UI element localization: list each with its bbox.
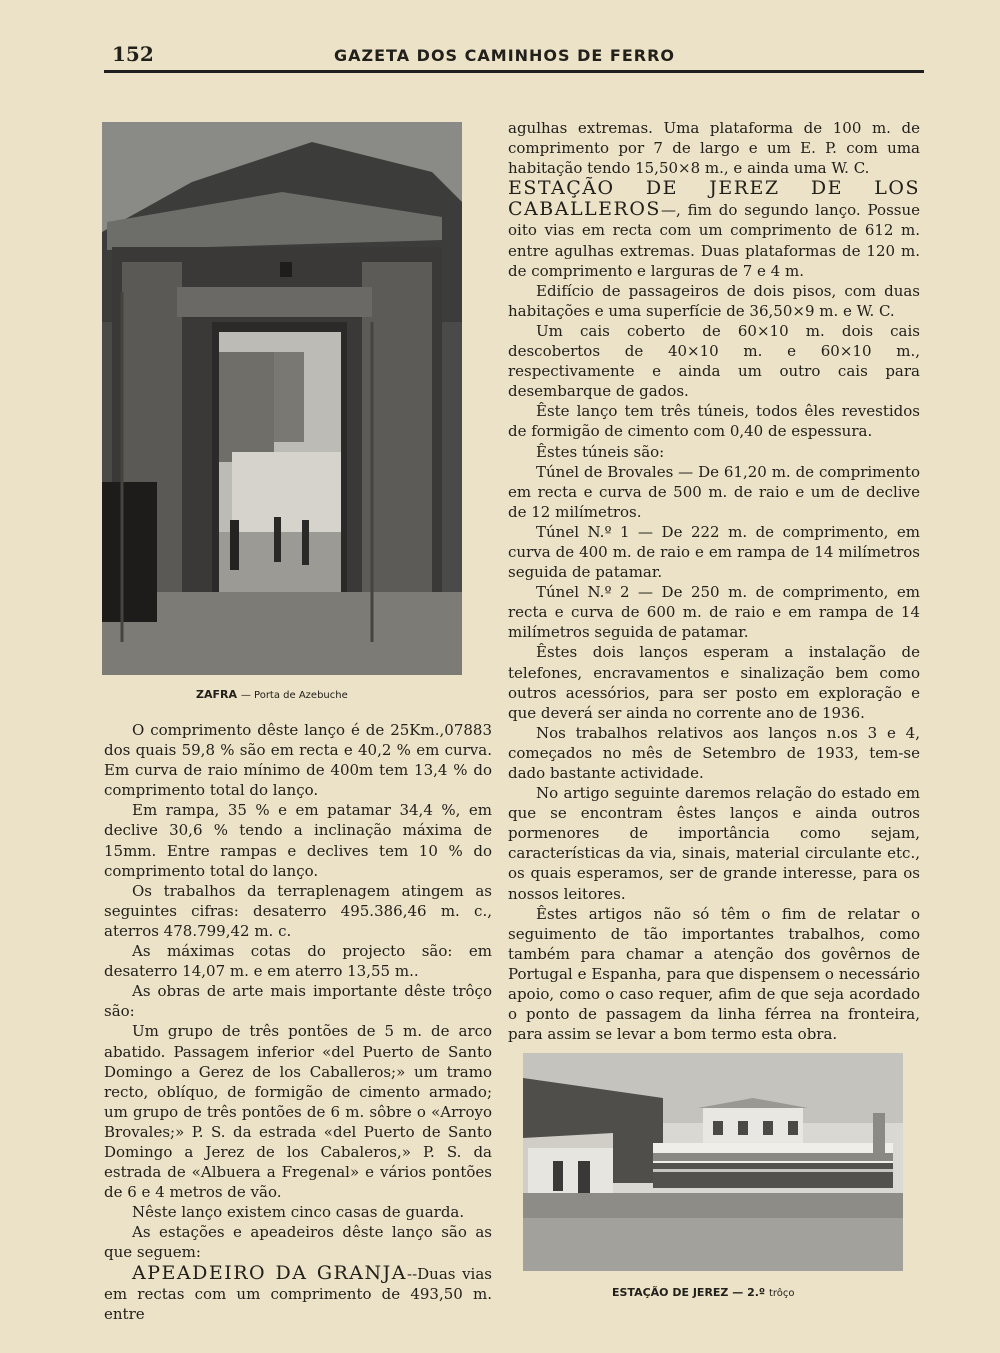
page-header bbox=[104, 38, 924, 82]
jerez-station-photo bbox=[523, 1053, 903, 1271]
right-column bbox=[508, 118, 920, 1044]
paragraph: No artigo seguinte daremos relação do estado em que se encontram êstes lanços e ainda outros pormenores de importância como sejam, características da via, sinais, material circulante etc., os quais esperamos, ser de grande interesse, para os nossos leitores. bbox=[508, 784, 920, 903]
paragraph: Êstes dois lanços esperam a instalação de telefones, encravamentos e sinalização bem como outros acessórios, para ser posto em exploração e que deverá ser ainda no corrente ano de 1936. bbox=[508, 643, 920, 722]
paragraph: As obras de arte mais importante dêste trôço são: bbox=[104, 982, 492, 1021]
caption-main: ESTAÇÃO DE JEREZ — 2.º bbox=[612, 1286, 766, 1299]
paragraph: agulhas extremas. Uma plataforma de 100 m. de comprimento por 7 de largo e um E. P. com uma habitação tendo 15,50×8 m., e ainda uma W. C. bbox=[508, 119, 920, 178]
paragraph bbox=[104, 1263, 492, 1324]
paragraph: Os trabalhos da terraplenagem atingem as seguintes cifras: desaterro 495.386,46 m. c., aterros 478.799,42 m. c. bbox=[104, 881, 492, 940]
zafra-gate-photo bbox=[102, 122, 462, 675]
paragraph: Êstes artigos não só têm o fim de relatar o seguimento de tão importantes trabalhos, como também para chamar a atenção dos govêrnos de Portugal e Espanha, para que dispensem o necessário apoio, como o caso requer, afim de que seja acordado o ponto de passagem da linha férrea na fronteira, para assim se levar a bom termo esta obra. bbox=[508, 904, 920, 1044]
paragraph: Nêste lanço existem cinco casas de guarda. bbox=[132, 1203, 465, 1222]
paragraph: Túnel N.º 2 — De 250 m. de comprimento, em recta e curva de 600 m. de raio e em rampa de 14 milímetros seguida de patamar. bbox=[508, 583, 920, 642]
zafra-photo-caption bbox=[196, 688, 348, 701]
paragraph: Um cais coberto de 60×10 m. dois cais descobertos de 40×10 m. e 60×10 m., respectivamente e ainda um outro cais para desembarque de gados. bbox=[508, 321, 920, 401]
paragraph: Em rampa, 35 % e em patamar 34,4 %, em declive 30,6 % tendo a inclinação máxima de 15mm. Entre rampas e declives tem 10 % do comprimento total do lanço. bbox=[104, 801, 492, 880]
jerez-station-illustration bbox=[523, 1053, 903, 1271]
paragraph-text: —, fim do segundo lanço. Possue oito vias em recta com um comprimento de 612 m. entre agulhas extremas. Duas plataformas de 120 m. de comprimento e larguras de 7 e 4 m. bbox=[508, 201, 920, 280]
paragraph: As estações e apeadeiros dêste lanço são as que seguem: bbox=[104, 1223, 492, 1262]
paragraph: Túnel de Brovales — De 61,20 m. de comprimento em recta e curva de 500 m. de raio e um de declive de 12 milímetros. bbox=[508, 462, 920, 521]
paragraph: Êste lanço tem três túneis, todos êles revestidos de formigão de cimento com 0,40 de espessura. bbox=[508, 402, 920, 441]
paragraph: Um grupo de três pontões de 5 m. de arco abatido. Passagem inferior «del Puerto de Santo Domingo a Gerez de los Caballeros;» um tramo recto, oblíquo, de formigão de cimento armado; um grupo de três pontões de 6 m. sôbre o «Arroyo Brovales;» P. S. da estrada «del Puerto de Santo Domingo a Jerez de los Cabaleros,» P. S. da estrada de «Albuera a Fregenal» e vários pontões de 6 e 4 metros de vão. bbox=[104, 1022, 492, 1202]
running-title: GAZETA DOS CAMINHOS DE FERRO bbox=[334, 46, 676, 65]
paragraph: Túnel N.º 1 — De 222 m. de comprimento, em curva de 400 m. de raio e em rampa de 14 milímetros seguida de patamar. bbox=[508, 522, 920, 582]
section-heading: ESTAÇÃO DE JEREZ DE LOS CABALLEROS bbox=[508, 177, 920, 221]
paragraph-text: --Duas vias em rectas com um comprimento de 493,50 m. entre bbox=[104, 1264, 492, 1323]
caption-place: ZAFRA bbox=[196, 688, 237, 701]
zafra-gate-illustration bbox=[102, 122, 462, 675]
caption-tail: trôço bbox=[768, 1288, 795, 1299]
caption-subject: — Porta de Azebuche bbox=[240, 690, 348, 701]
left-column bbox=[104, 720, 492, 1324]
paragraph bbox=[508, 178, 920, 280]
paragraph: Edifício de passageiros de dois pisos, com duas habitações e uma superfície de 36,50×9 m. e W. C. bbox=[508, 281, 920, 320]
paragraph: O comprimento dêste lanço é de 25Km.,07883 dos quais 59,8 % são em recta e 40,2 % em curva. Em curva de raio mínimo de 400m tem 13,4 % do comprimento total do lanço. bbox=[104, 721, 492, 800]
header-rule bbox=[104, 70, 924, 73]
section-heading: APEADEIRO DA GRANJA bbox=[132, 1261, 407, 1284]
jerez-photo-caption bbox=[612, 1286, 795, 1299]
paragraph: Nos trabalhos relativos aos lanços n.os 3 e 4, começados no mês de Setembro de 1933, tem-se dado bastante actividade. bbox=[508, 723, 920, 782]
paragraph: Êstes túneis são: bbox=[536, 442, 665, 461]
page-number: 152 bbox=[112, 42, 154, 66]
paragraph: As máximas cotas do projecto são: em desaterro 14,07 m. e em aterro 13,55 m.. bbox=[104, 942, 492, 981]
